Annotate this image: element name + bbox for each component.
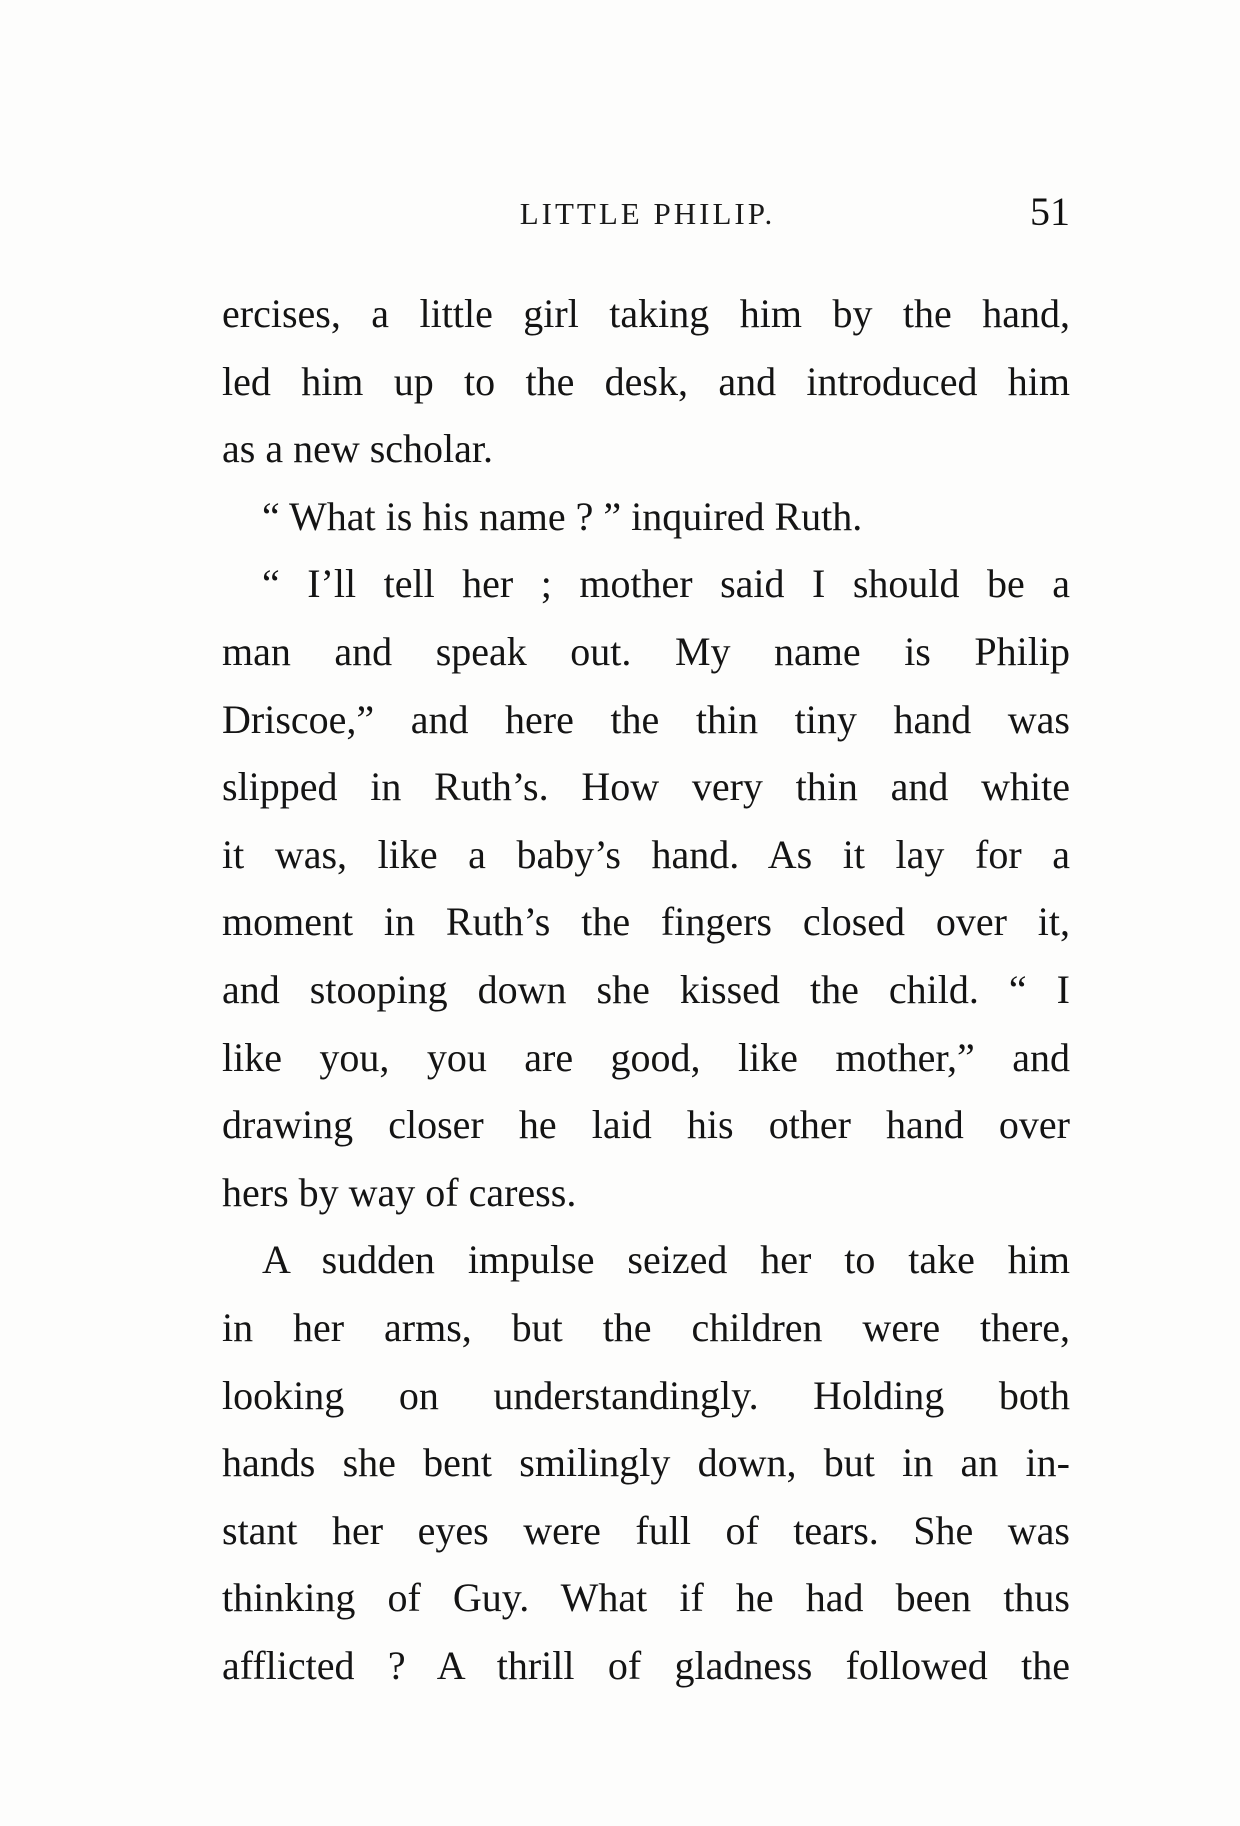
text-line: like you, you are good, like mother,” and (222, 1034, 1070, 1080)
text-line: Driscoe,” and here the thin tiny hand was (222, 696, 1070, 742)
text-line: thinking of Guy. What if he had been thus (222, 1575, 1070, 1621)
text-line: hands she bent smilingly down, but in an in- (222, 1440, 1070, 1486)
text-line: in her arms, but the children were there, (222, 1304, 1070, 1350)
text-line: drawing closer he laid his other hand over (222, 1102, 1070, 1148)
text-line: as a new scholar. (222, 426, 494, 472)
text-line: looking on understandingly. Holding both (222, 1372, 1070, 1418)
text-line: ercises, a little girl taking him by the hand, (222, 291, 1070, 336)
text-line: stant her eyes were full of tears. She was (222, 1507, 1070, 1553)
body-text (222, 280, 1070, 1699)
text-line: afflicted ? A thrill of gladness followed the (222, 1642, 1070, 1688)
text-line: led him up to the desk, and introduced him (222, 358, 1070, 404)
text-line: it was, like a baby’s hand. As it lay for a (222, 831, 1070, 877)
text-line: and stooping down she kissed the child. “ I (222, 966, 1070, 1012)
running-title: LITTLE PHILIP. (519, 196, 776, 231)
text-line: man and speak out. My name is Philip (222, 628, 1070, 674)
page-number: 51 (1030, 189, 1070, 234)
text-line: moment in Ruth’s the fingers closed over it, (222, 899, 1070, 945)
text-line: hers by way of caress. (222, 1169, 577, 1215)
text-line: A sudden impulse seized her to take him (262, 1237, 1070, 1283)
text-line: “ I’ll tell her ; mother said I should be a (262, 561, 1070, 607)
running-head (225, 188, 1070, 238)
text-line: “ What is his name ? ” inquired Ruth. (262, 493, 863, 539)
text-line: slipped in Ruth’s. How very thin and white (222, 764, 1070, 810)
